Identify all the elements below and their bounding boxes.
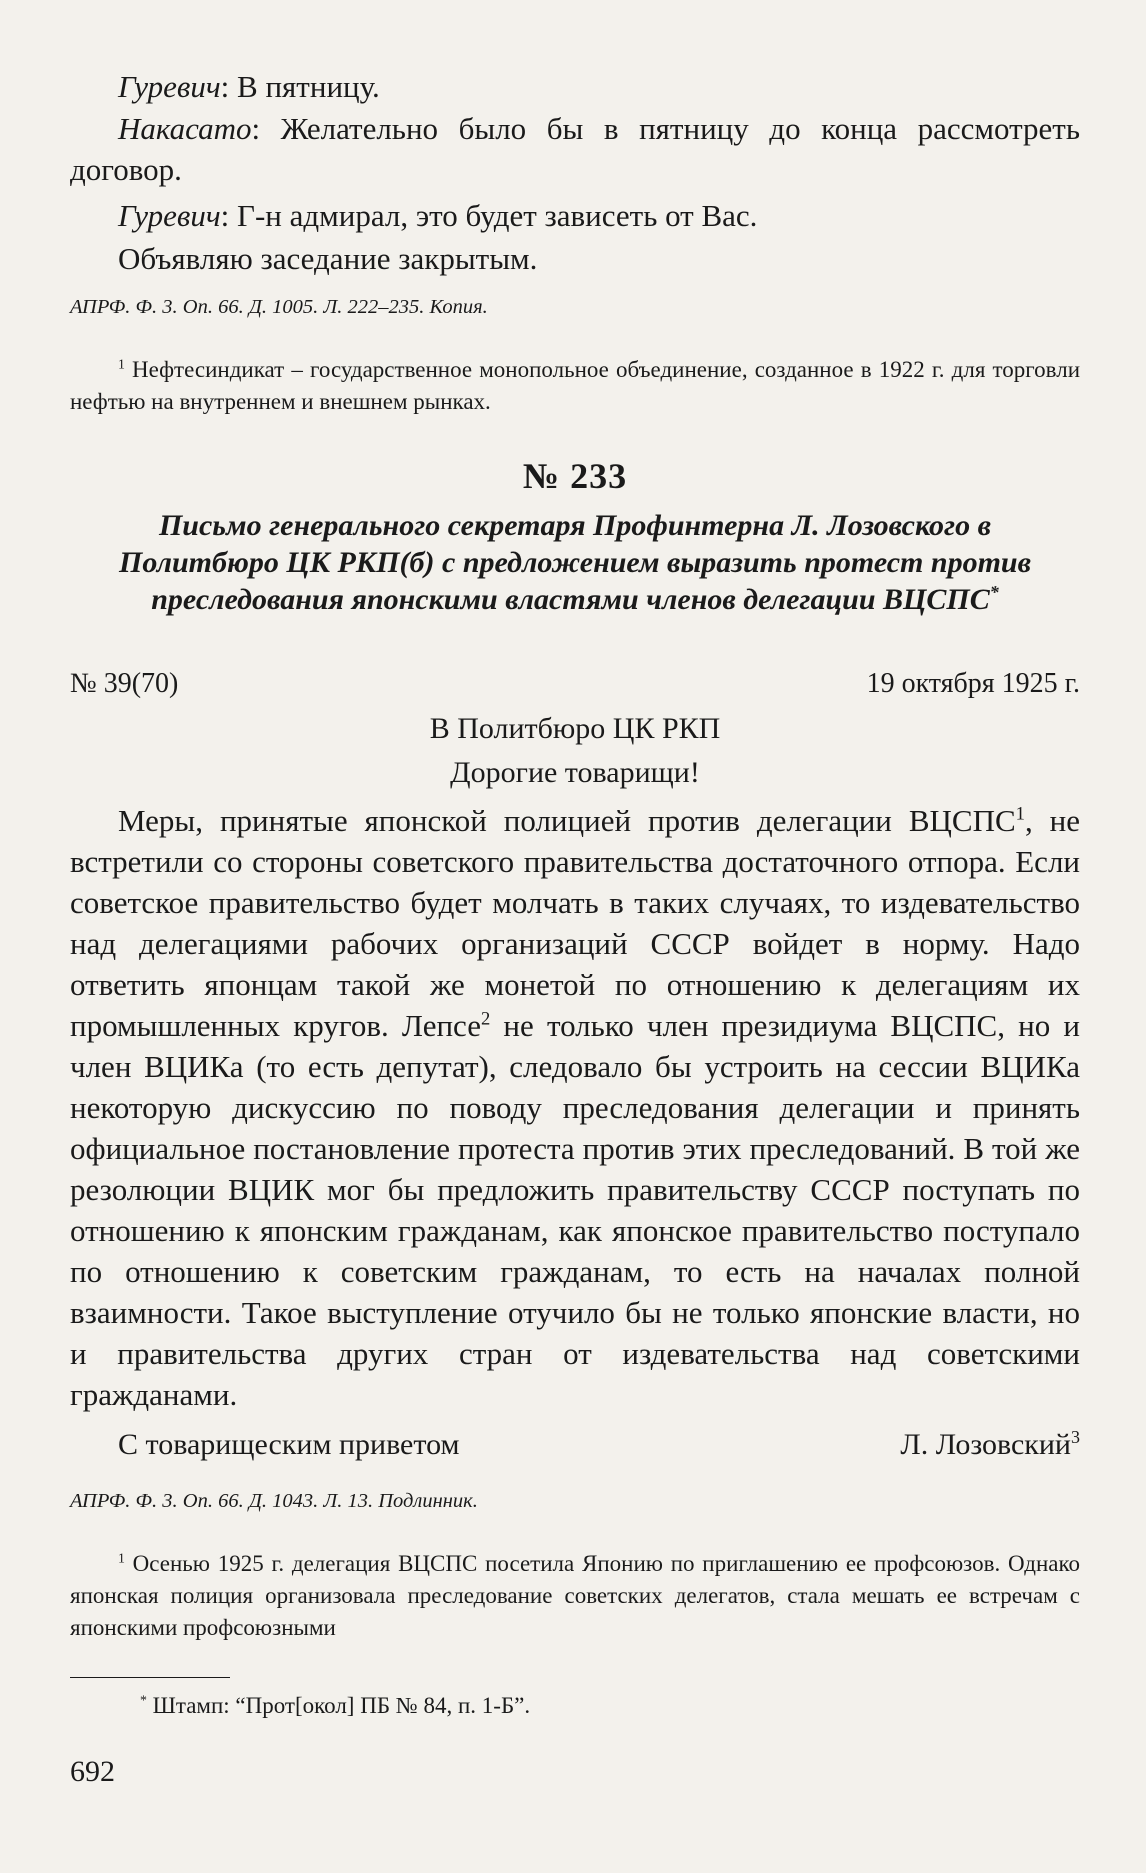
footnote-mark: 3 [1071,1427,1080,1447]
page-number: 692 [70,1755,115,1788]
footnote-star: * Штамп: “Прот[окол] ПБ № 84, п. 1-Б”. [140,1692,531,1718]
footnote-mark: 1 [1015,803,1025,825]
dialogue-line-1 [70,66,1080,107]
dialogue-text: : Г-н адмирал, это будет зависеть от Вас. [220,198,758,233]
footnote-mark: 1 [118,356,125,372]
footnote-1: $^1$ Осенью 1925 г. делегация ВЦСПС посетила Японию по приглашению ее профсоюзов. Однако японская полиция организовала преследование советских делегатов, стала мешать ее встречам с японскими профсоюзными [70,1550,1080,1640]
document-number: № 233 [522,456,628,496]
dialogue-line-3 [70,195,1080,236]
document-ref: № 39(70) [70,668,179,699]
document-date: 19 октября 1925 г. [866,668,1080,699]
addressee: В Политбюро ЦК РКП [429,712,721,745]
letter-body: Меры, принятые японской полицией против делегации ВЦСПС$^1$, не встретили со стороны советского правительства достаточного отпора. Если советское правительство будет молчать в таких случаях, то издевательство над делегациями рабочих организаций СССР войдет в норму. Надо ответить японцам такой же монетой по отношению к делегациям их промышленных кругов. Лепсе$^2$ не только член президиума ВЦСПС, но и член ВЦИКа (то есть депутат), следовало бы устроить на сессии ВЦИКа некоторую дискуссию по поводу преследования делегации и принять официальное постановление протеста против этих преследований. В той же резолюции ВЦИК мог бы предложить правительству СССР поступать по отношению к японским гражданам, как японское правительство поступало по отношению к советским гражданам, то есть на началах полной взаимности. Такое выступление отучило бы не только японские власти, но и правительства других стран от издевательства над советскими гражданами. [70,803,1081,1412]
footnote-previous: $^1$ Нефтесиндикат – государственное монопольное объединение, созданное в 1922 г. для торговли нефтью на внутреннем и внешнем рынках. [70,356,1080,414]
salutation: Дорогие товарищи! [450,756,700,789]
speaker-name: Гуревич [118,198,221,233]
dialogue-line-2 [70,108,1080,190]
dialogue-text: : Желательно было бы в пятницу до конца рассмотреть договор. [70,111,1080,187]
document-ref-row [70,668,1080,700]
footnote-mark: * [140,1692,147,1708]
footnote-mark: 1 [118,1550,125,1566]
dialogue-text: : В пятницу. [220,69,380,104]
document-title: Письмо генерального секретаря Профинтерна Л. Лозовского в Политбюро ЦК РКП(б) с предложением выразить протест против преследования японскими властями членов делегации ВЦСПС* [118,509,1031,616]
document-source: АПРФ. Ф. 3. Оп. 66. Д. 1043. Л. 13. Подлинник. [70,1490,478,1512]
footnote-rule [70,1677,230,1678]
title-footnote-mark: * [989,582,999,602]
closing-row [70,1428,1080,1462]
greeting: С товарищеским приветом [118,1428,460,1461]
speaker-name: Накасато [118,111,252,146]
footnote-mark: 2 [480,1008,491,1030]
speaker-name: Гуревич [118,69,221,104]
closing-line: Объявляю заседание закрытым. [118,241,538,276]
signature: Л. Лозовский$^3$ [900,1427,1080,1461]
archive-source: АПРФ. Ф. 3. Оп. 66. Д. 1005. Л. 222–235. Копия. [70,296,488,318]
